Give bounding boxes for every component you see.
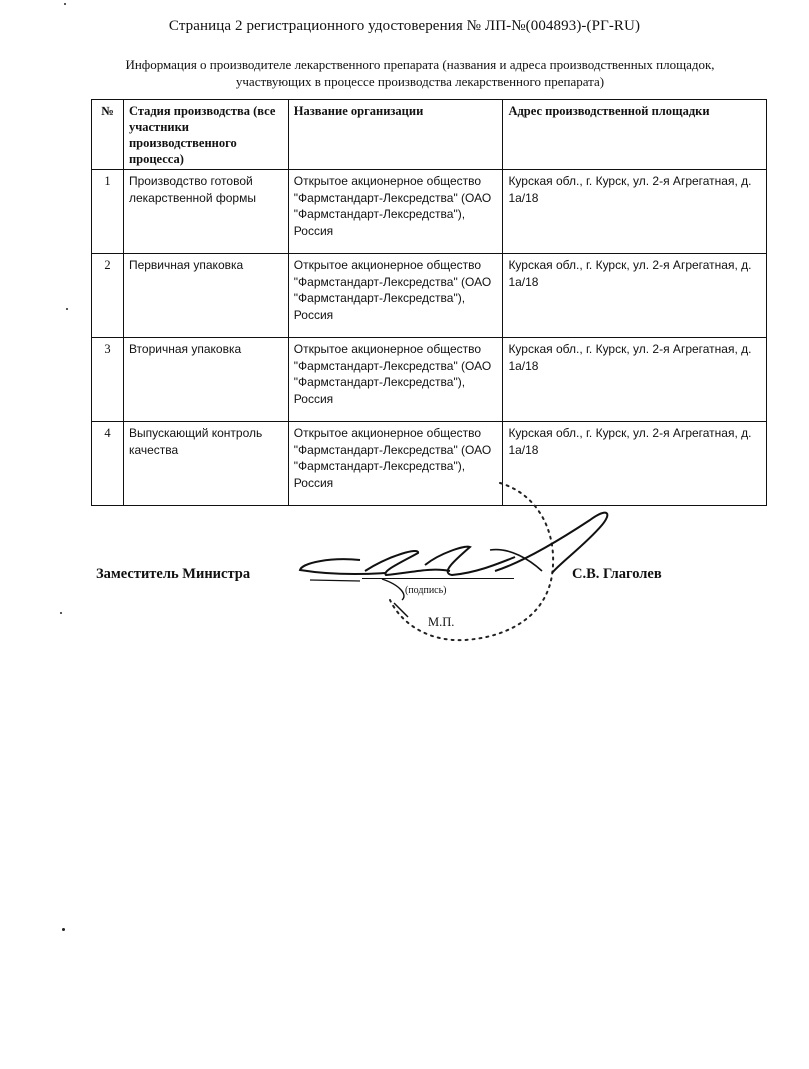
scan-speck — [62, 928, 65, 931]
table-row — [92, 254, 767, 338]
scan-speck — [64, 3, 66, 5]
signature-line — [362, 578, 514, 579]
signatory-name: С.В. Глаголев — [572, 566, 662, 582]
row-organization: Открытое акционерное общество "Фармстандарт-Лексредства" (ОАО "Фармстандарт-Лексредства"), Россия — [288, 254, 503, 338]
page-subtitle — [60, 56, 780, 90]
row-number: 1 — [92, 170, 124, 254]
row-stage: Вторичная упаковка — [123, 338, 288, 422]
row-organization: Открытое акционерное общество "Фармстандарт-Лексредства" (ОАО "Фармстандарт-Лексредства"), Россия — [288, 422, 503, 506]
subtitle-line-2: участвующих в процессе производства лекарственного препарата) — [235, 74, 605, 89]
row-number: 4 — [92, 422, 124, 506]
signatory-position: Заместитель Министра — [96, 566, 251, 582]
row-address: Курская обл., г. Курск, ул. 2-я Агрегатная, д. 1а/18 — [503, 170, 767, 254]
row-organization: Открытое акционерное общество "Фармстандарт-Лексредства" (ОАО "Фармстандарт-Лексредства"), Россия — [288, 338, 503, 422]
row-organization: Открытое акционерное общество "Фармстандарт-Лексредства" (ОАО "Фармстандарт-Лексредства"), Россия — [288, 170, 503, 254]
subtitle-line-1: Информация о производителе лекарственного препарата (названия и адреса производственных площадок, — [125, 57, 715, 72]
row-address: Курская обл., г. Курск, ул. 2-я Агрегатная, д. 1а/18 — [503, 422, 767, 506]
row-stage: Выпускающий контроль качества — [123, 422, 288, 506]
row-stage: Первичная упаковка — [123, 254, 288, 338]
row-address: Курская обл., г. Курск, ул. 2-я Агрегатная, д. 1а/18 — [503, 254, 767, 338]
row-stage: Производство готовой лекарственной формы — [123, 170, 288, 254]
signature-and-seal-image — [290, 475, 630, 655]
row-number: 3 — [92, 338, 124, 422]
table-row — [92, 338, 767, 422]
table-row — [92, 170, 767, 254]
seal-label: М.П. — [428, 615, 455, 629]
manufacturer-table — [91, 99, 767, 506]
col-header-organization: Название организации — [288, 100, 503, 170]
row-number: 2 — [92, 254, 124, 338]
col-header-number: № — [92, 100, 124, 170]
row-address: Курская обл., г. Курск, ул. 2-я Агрегатная, д. 1а/18 — [503, 338, 767, 422]
scan-speck — [60, 612, 62, 614]
col-header-stage: Стадия производства (все участники производственного процесса) — [123, 100, 288, 170]
table-header-row — [92, 100, 767, 170]
page-title: Страница 2 регистрационного удостоверения № ЛП-№(004893)-(РГ-RU) — [168, 18, 641, 34]
signature-hint: (подпись) — [405, 585, 447, 596]
col-header-address: Адрес производственной площадки — [503, 100, 767, 170]
scan-speck — [66, 308, 68, 310]
